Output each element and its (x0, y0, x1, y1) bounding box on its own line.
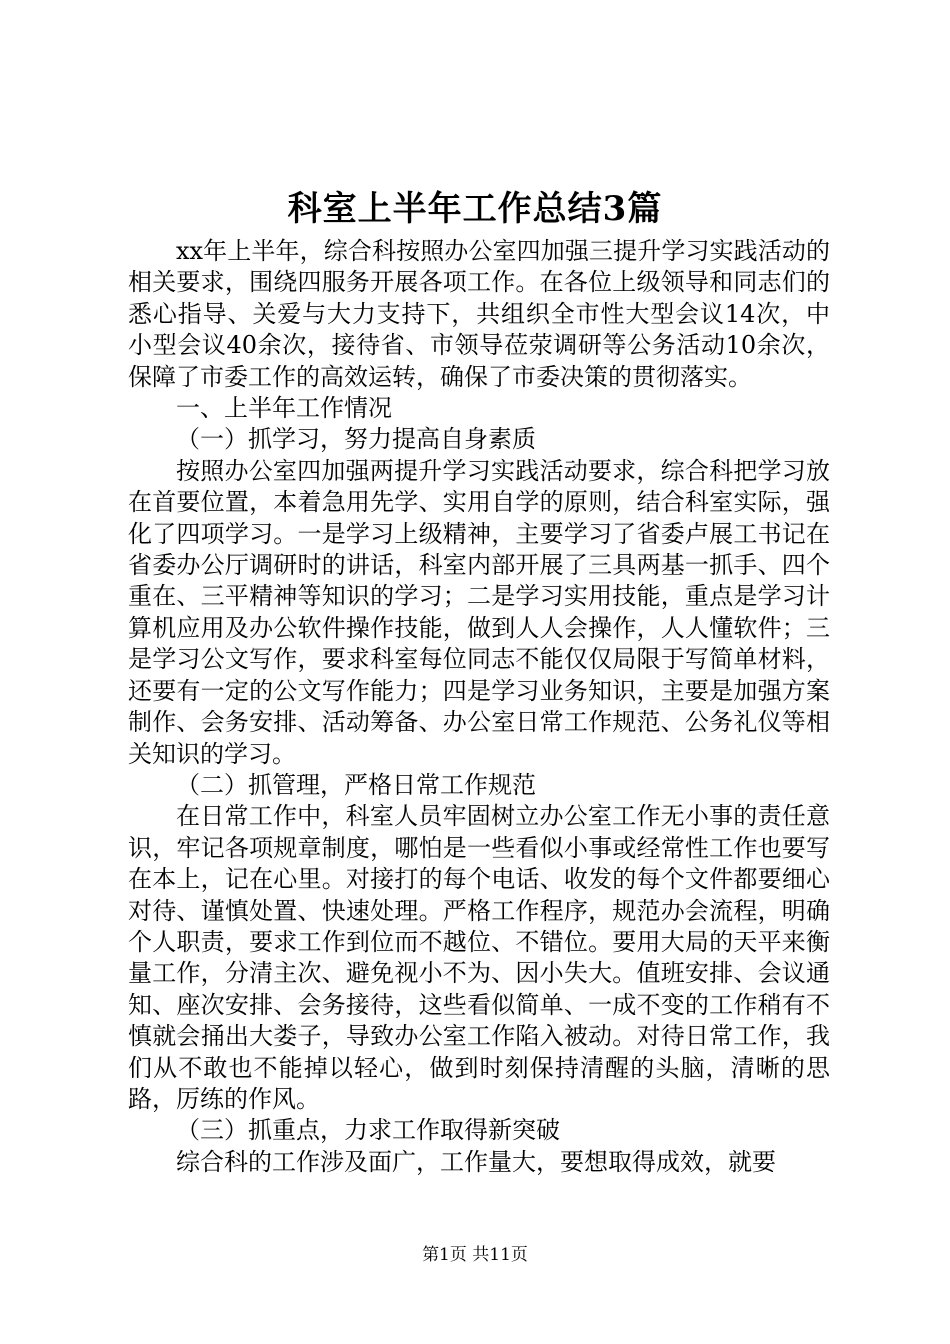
paragraph-management: 在日常工作中，科室人员牢固树立办公室工作无小事的责任意识，牢记各项规章制度，哪怕是一些看似小事或经常性工作也要写在本上，记在心里。对接打的每个电话、收发的每个文件都要细心对待、谨慎处置、快速处理。严格工作程序，规范办会流程，明确个人职责，要求工作到位而不越位、不错位。要用大局的天平来衡量工作，分清主次、避免视小不为、因小失大。值班安排、会议通知、座次安排、会务接待，这些看似简单、一成不变的工作稍有不慎就会捅出大娄子，导致办公室工作陷入被动。对待日常工作，我们从不敢也不能掉以轻心，做到时刻保持清醒的头脑，清晰的思路，厉练的作风。 (128, 802, 830, 1113)
document-title: 科室上半年工作总结3篇 (287, 189, 663, 229)
page-footer: 第1页 共11页 (422, 1245, 528, 1265)
subsection-heading-2: （二）抓管理，严格日常工作规范 (176, 770, 536, 799)
section-heading-1: 一、上半年工作情况 (176, 394, 392, 423)
paragraph-focus: 综合科的工作涉及面广，工作量大，要想取得成效，就要 (176, 1147, 776, 1176)
subsection-heading-1: （一）抓学习，努力提高自身素质 (176, 425, 536, 454)
paragraph-study: 按照办公室四加强两提升学习实践活动要求，综合科把学习放在首要位置，本着急用先学、实用自学的原则，结合科室实际，强化了四项学习。一是学习上级精神，主要学习了省委卢展工书记在省委办公厅调研时的讲话，科室内部开展了三具两基一抓手、四个重在、三平精神等知识的学习；二是学习实用技能，重点是学习计算机应用及办公软件操作技能，做到人人会操作，人人懂软件；三是学习公文写作，要求科室每位同志不能仅仅局限于写简单材料，还要有一定的公文写作能力；四是学习业务知识，主要是加强方案制作、会务安排、活动筹备、办公室日常工作规范、公务礼仪等相关知识的学习。 (128, 456, 830, 768)
document-body (128, 236, 830, 1178)
subsection-heading-3: （三）抓重点，力求工作取得新突破 (176, 1116, 560, 1145)
paragraph-intro: xx年上半年，综合科按照办公室四加强三提升学习实践活动的相关要求，围绕四服务开展各项工作。在各位上级领导和同志们的悉心指导、关爱与大力支持下，共组织全市性大型会议14次，中小型会议40余次，接待省、市领导莅荥调研等公务活动10余次，保障了市委工作的高效运转，确保了市委决策的贯彻落实。 (128, 237, 830, 391)
